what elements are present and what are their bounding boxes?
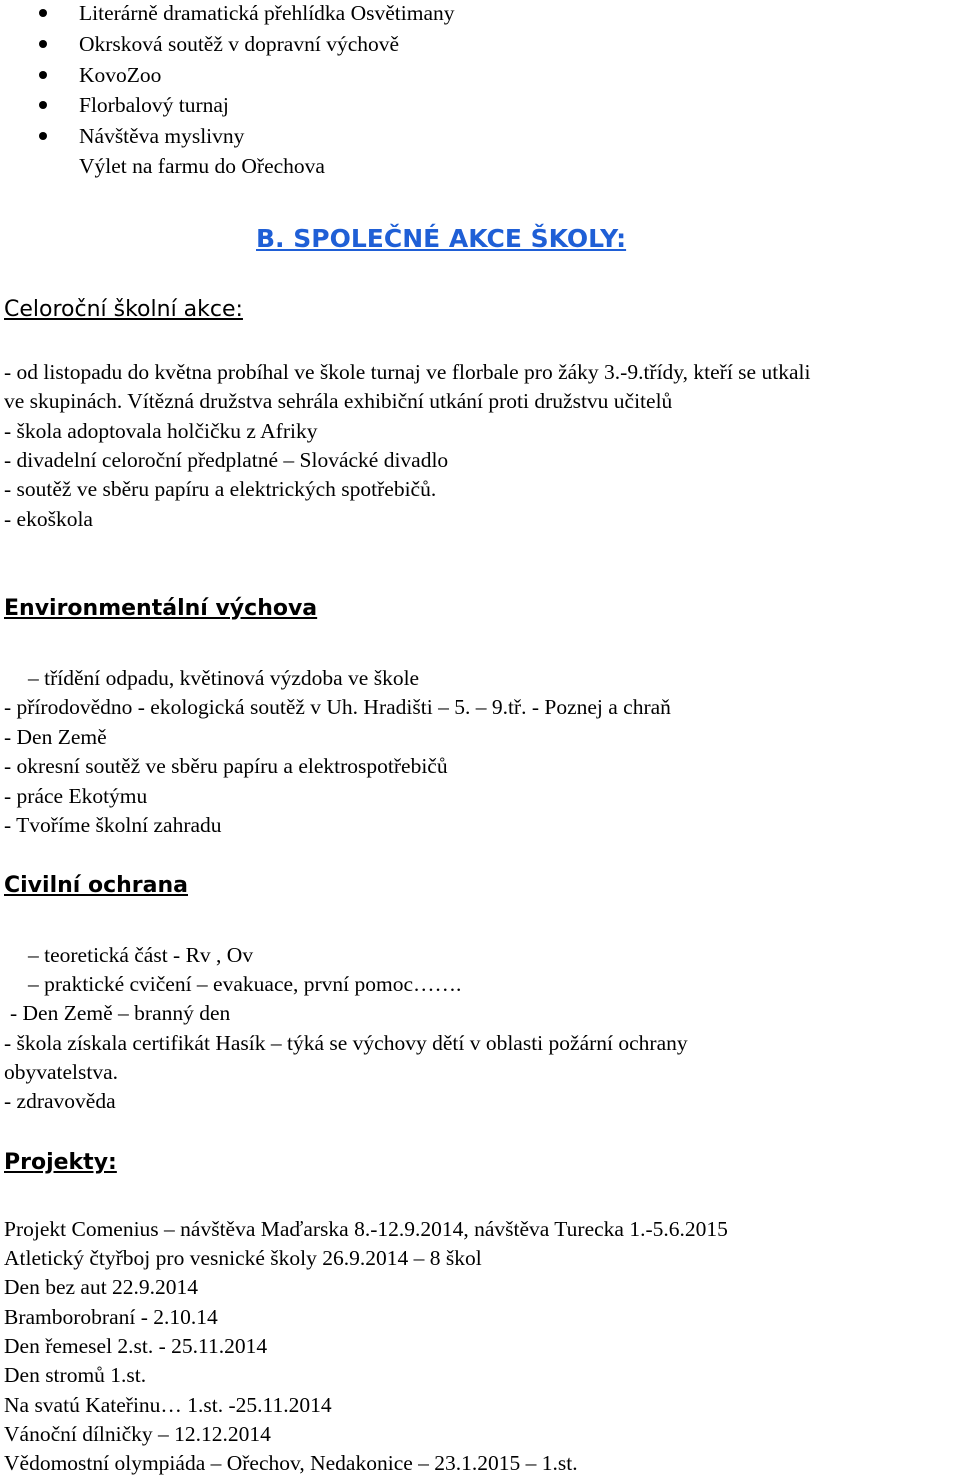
list-item: Vánoční dílničky – 12.12.2014: [4, 1422, 271, 1446]
list-item: Atletický čtyřboj pro vesnické školy 26.9.2014 – 8 škol: [4, 1246, 482, 1270]
list-item: Návštěva myslivny: [79, 124, 245, 148]
list-item: Na svatú Kateřinu… 1.st. -25.11.2014: [4, 1393, 332, 1417]
paragraph-line: - soutěž ve sběru papíru a elektrických spotřebičů.: [4, 477, 437, 501]
paragraph-line: – třídění odpadu, květinová výzdoba ve škole: [28, 666, 420, 690]
bullet-icon: [39, 9, 47, 17]
list-item-continuation: Výlet na farmu do Ořechova: [79, 154, 325, 178]
paragraph-line: - ekoškola: [4, 507, 93, 531]
paragraph-line: - zdravověda: [4, 1089, 116, 1113]
paragraph-line: - práce Ekotýmu: [4, 784, 148, 808]
paragraph-line: obyvatelstva.: [4, 1060, 119, 1084]
celorocni-heading: Celoroční školní akce:: [4, 297, 243, 322]
bullet-icon: [39, 101, 47, 109]
list-item: KovoZoo: [79, 63, 162, 87]
list-item: Florbalový turnaj: [79, 93, 229, 117]
list-item: Vědomostní olympiáda – Ořechov, Nedakonice – 23.1.2015 – 1.st.: [4, 1451, 578, 1475]
paragraph-line: ve skupinách. Vítězná družstva sehrála exhibiční utkání proti družstvu učitelů: [4, 389, 673, 413]
bullet-icon: [39, 40, 47, 48]
paragraph-line: - přírodovědno - ekologická soutěž v Uh. Hradišti – 5. – 9.tř. - Poznej a chraň: [4, 695, 671, 719]
bullet-icon: [39, 71, 47, 79]
section-title: B. SPOLEČNÉ AKCE ŠKOLY:: [256, 224, 627, 253]
list-item: Okrsková soutěž v dopravní výchově: [79, 32, 400, 56]
paragraph-line: - okresní soutěž ve sběru papíru a elektrospotřebičů: [4, 754, 448, 778]
paragraph-line: - Den Země: [4, 725, 107, 749]
paragraph-line: - od listopadu do května probíhal ve škole turnaj ve florbale pro žáky 3.-9.třídy, kteří se utkali: [4, 360, 811, 384]
list-item: Den stromů 1.st.: [4, 1363, 147, 1387]
paragraph-line: – teoretická část - Rv , Ov: [28, 943, 254, 967]
paragraph-line: - škola adoptovala holčičku z Afriky: [4, 419, 318, 443]
paragraph-line: - Tvoříme školní zahradu: [4, 813, 222, 837]
paragraph-line: - škola získala certifikát Hasík – týká se výchovy dětí v oblasti požární ochrany: [4, 1031, 688, 1055]
list-item: Literárně dramatická přehlídka Osvětimany: [79, 1, 455, 25]
list-item: Projekt Comenius – návštěva Maďarska 8.-12.9.2014, návštěva Turecka 1.-5.6.2015: [4, 1217, 728, 1241]
list-item: Bramborobraní - 2.10.14: [4, 1305, 218, 1329]
paragraph-line: - divadelní celoroční předplatné – Slovácké divadlo: [4, 448, 449, 472]
list-item: Den bez aut 22.9.2014: [4, 1275, 199, 1299]
civilni-heading: Civilní ochrana: [4, 873, 188, 898]
paragraph-line: – praktické cvičení – evakuace, první pomoc…….: [28, 972, 462, 996]
list-item: Den řemesel 2.st. - 25.11.2014: [4, 1334, 268, 1358]
projekty-heading: Projekty:: [4, 1150, 117, 1175]
bullet-icon: [39, 132, 47, 140]
paragraph-line: - Den Země – branný den: [10, 1001, 231, 1025]
environmentalni-heading: Environmentální výchova: [4, 596, 318, 621]
